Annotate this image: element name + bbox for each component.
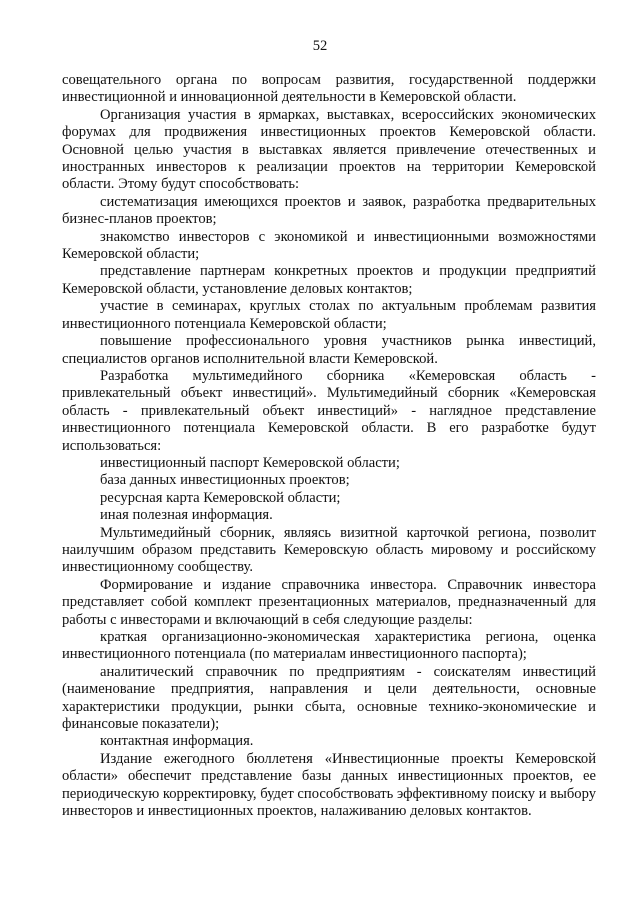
document-body <box>62 72 596 820</box>
paragraph-annual-bulletin: Издание ежегодного бюллетеня «Инвестиционные проекты Кемеровской области» обеспечит представление базы данных инвестиционных проектов, ее периодическую корректировку, будет способствовать эффективному поиску и выбору инвесторов и инвестиционных проектов, налаживанию деловых контактов. <box>62 750 596 820</box>
list-item-systematization: систематизация имеющихся проектов и заявок, разработка предварительных бизнес-планов проектов; <box>62 193 596 228</box>
paragraph-business-card: Мультимедийный сборник, являясь визитной карточкой региона, позволит наилучшим образом представить Кемеровскую область мировому и российскому инвестиционному сообществу. <box>62 524 596 576</box>
list-item-investment-passport: инвестиционный паспорт Кемеровской области; <box>100 454 400 471</box>
list-item-seminars: участие в семинарах, круглых столах по актуальным проблемам развития инвестиционного потенциала Кемеровской области; <box>62 298 596 332</box>
paragraph-fairs-exhibitions: Организация участия в ярмарках, выставках, всероссийских экономических форумах для продвижения инвестиционных проектов Кемеровской области. Основной целью участия в выставках является привлечение отечественных и иностранных инвесторов к реализации проектов на территории Кемеровской области. Этому будут способствовать: <box>62 106 596 193</box>
page-number: 52 <box>312 38 328 54</box>
list-item-contact-info: контактная информация. <box>100 733 254 750</box>
list-item-resource-map: ресурсная карта Кемеровской области; <box>100 489 341 506</box>
list-item-investor-acquaintance: знакомство инвесторов с экономикой и инвестиционными возможностями Кемеровской области; <box>62 228 596 263</box>
list-item-professional-level: повышение профессионального уровня участников рынка инвестиций, специалистов органов исполнительной власти Кемеровской. <box>62 333 596 367</box>
list-item-partner-presentation: представление партнерам конкретных проектов и продукции предприятий Кемеровской области, установление деловых контактов; <box>62 263 596 297</box>
list-item-analytical-handbook: аналитический справочник по предприятиям - соискателям инвестиций (наименование предприятия, направления и цели деятельности, основные характеристики продукции, рынки сбыта, основные технико-экономические и финансовые показатели); <box>62 663 596 733</box>
paragraph-multimedia-collection: Разработка мультимедийного сборника «Кемеровская область - привлекательный объект инвестиций». Мультимедийный сборник «Кемеровская область - привлекательный объект инвестиций» - наглядное представление инвестиционного потенциала Кемеровской области. В его разработке будут использоваться: <box>62 367 596 454</box>
paragraph-continuation: совещательного органа по вопросам развития, государственной поддержки инвестиционной и инновационной деятельности в Кемеровской области. <box>62 72 596 106</box>
list-item-region-characteristics: краткая организационно-экономическая характеристика региона, оценка инвестиционного потенциала (по материалам инвестиционного паспорта); <box>62 629 596 663</box>
list-item-other-info: иная полезная информация. <box>100 507 273 524</box>
list-item-project-database: база данных инвестиционных проектов; <box>100 472 350 489</box>
paragraph-investor-handbook: Формирование и издание справочника инвестора. Справочник инвестора представляет собой комплект презентационных материалов, предназначенный для работы с инвесторами и включающий в себя следующие разделы: <box>62 576 596 628</box>
